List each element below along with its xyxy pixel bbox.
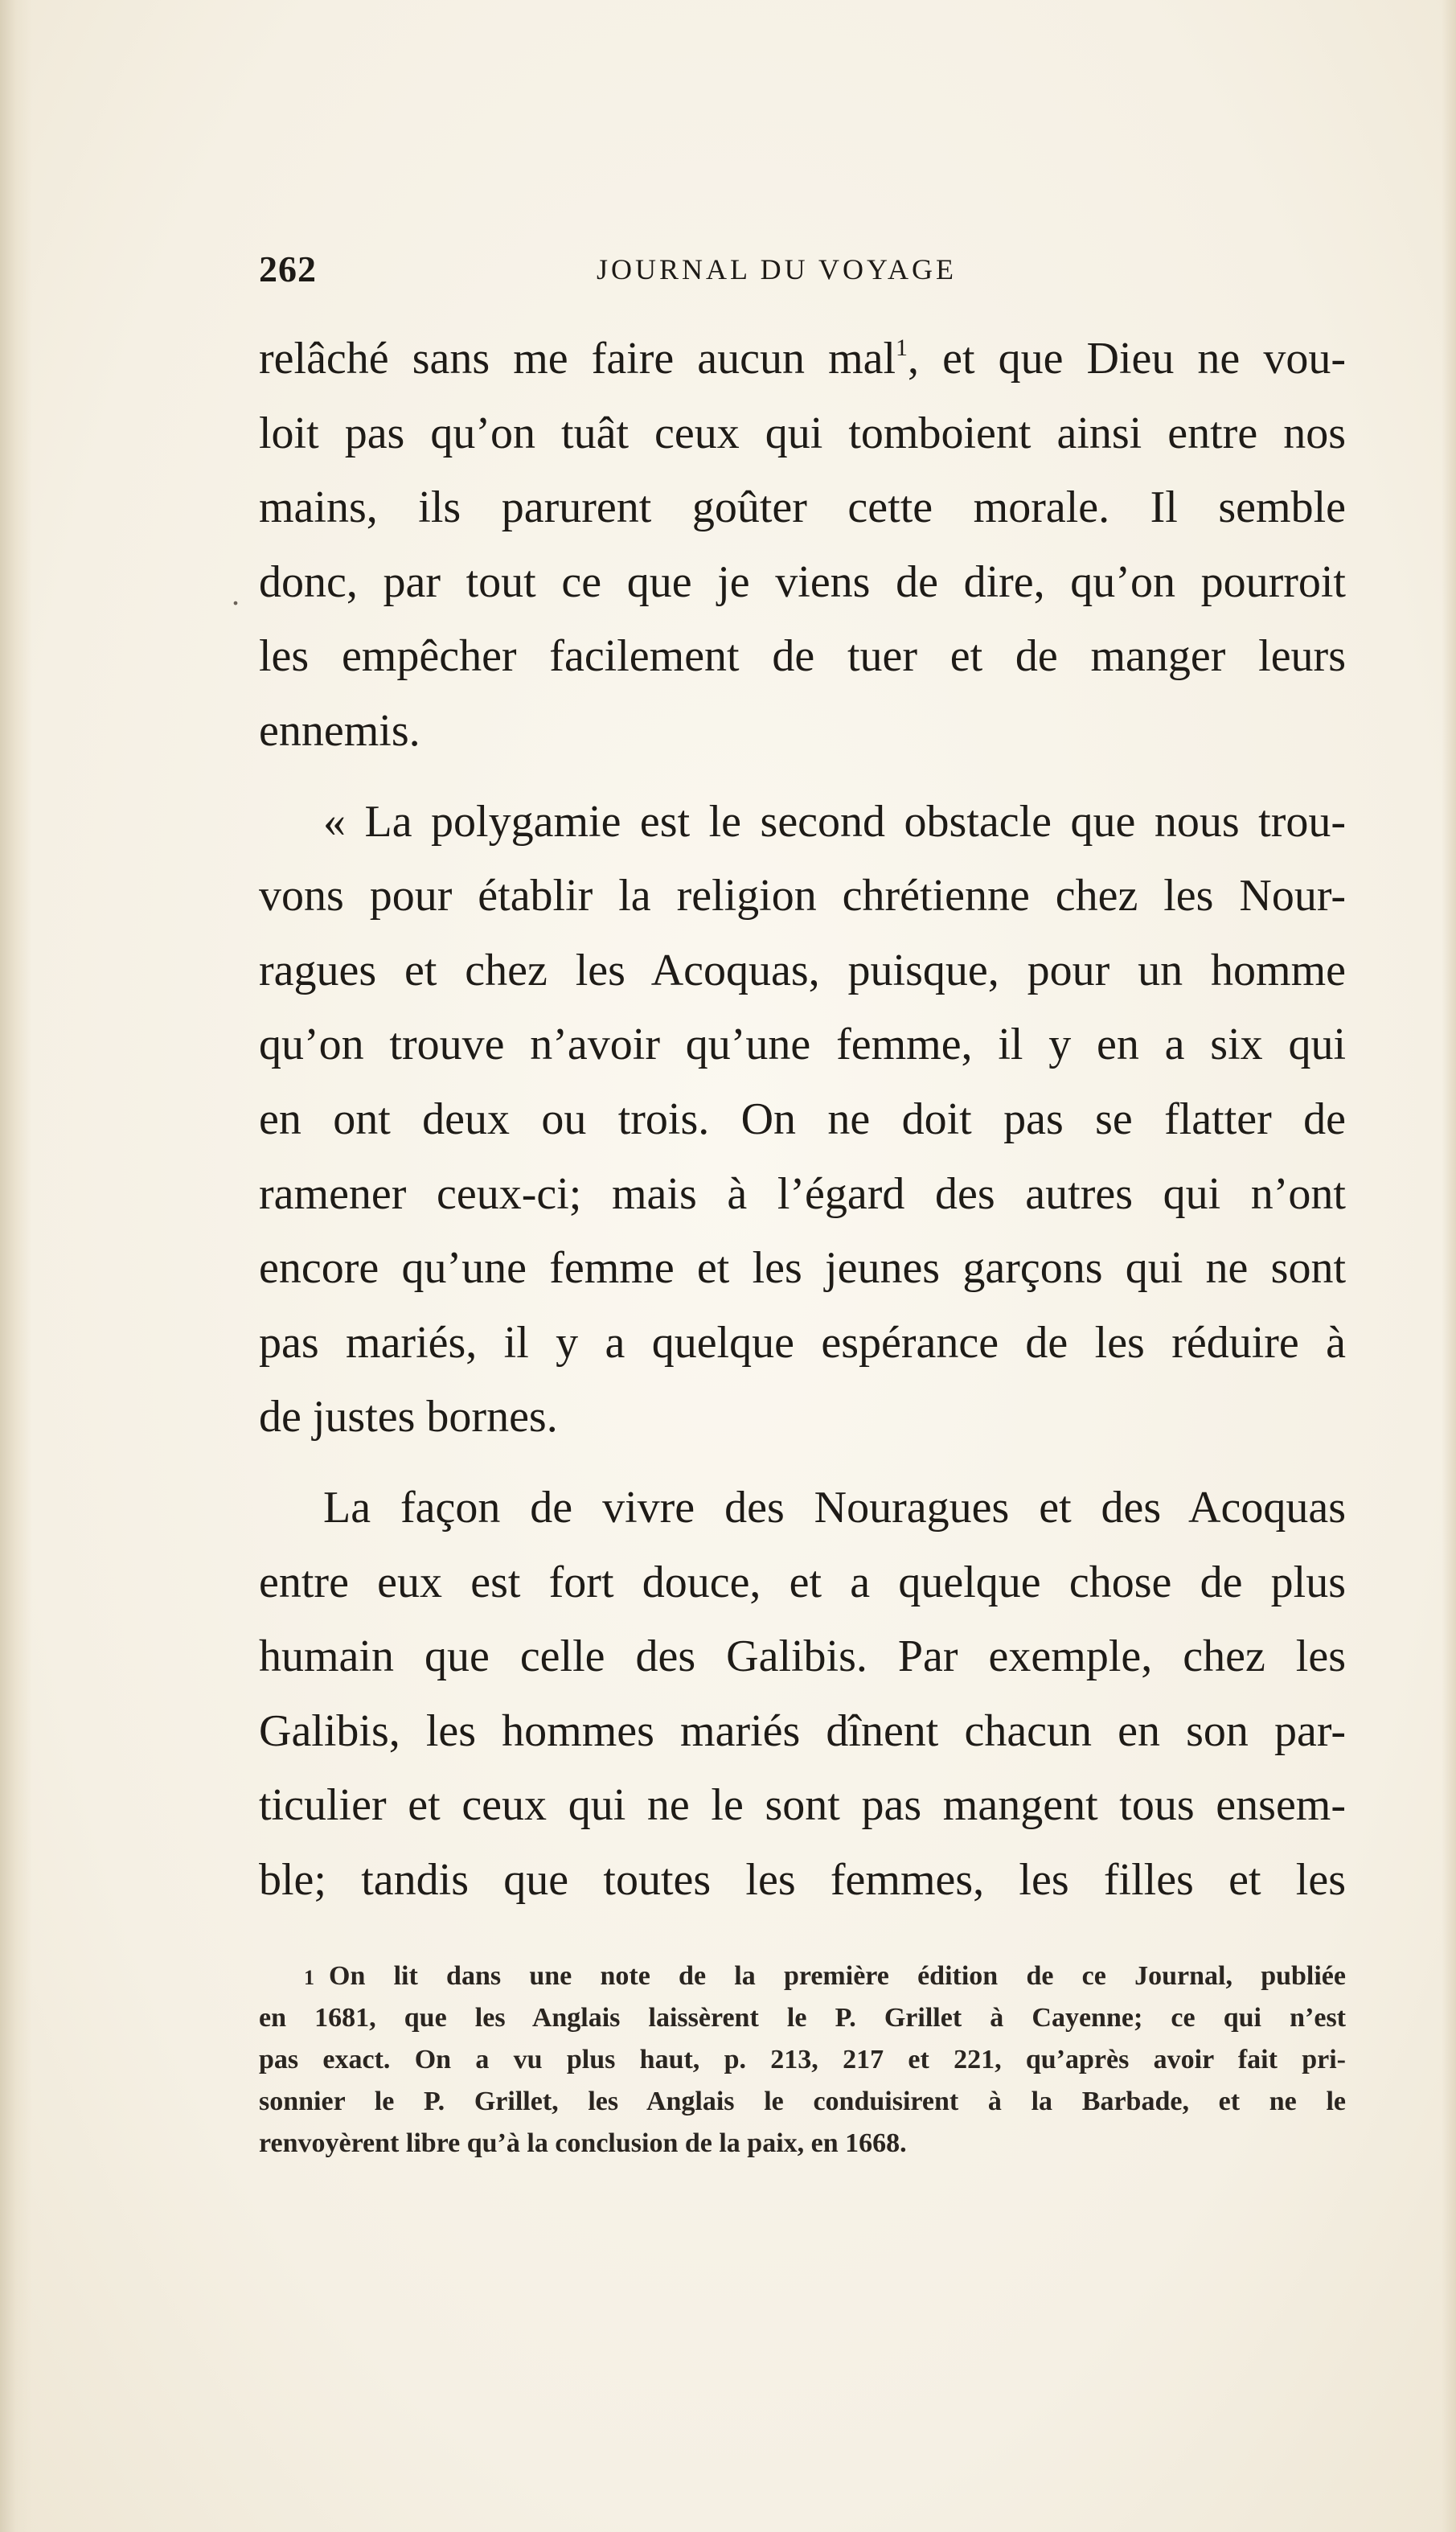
text-line: de justes bornes. (259, 1392, 558, 1442)
text-line: pas mariés, il y a quelque espérance de les réduire à (259, 1317, 1346, 1368)
text-line: ble; tandis que toutes les femmes, les filles et les (259, 1854, 1346, 1905)
text-line: encore qu’une femme et les jeunes garçons qui ne sont (259, 1243, 1346, 1294)
running-title: JOURNAL DU VOYAGE (597, 253, 958, 285)
text-line: ramener ceux-ci; mais à l’égard des autres qui n’ont (259, 1168, 1346, 1219)
footnote-line: en 1681, que les Anglais laissèrent le P. Grillet à Cayenne; ce qui n’est (259, 2003, 1346, 2033)
page-edge-shadow (1442, 0, 1456, 2532)
text-line: Galibis, les hommes mariés dînent chacun en son par- (259, 1705, 1346, 1756)
page-number: 262 (259, 248, 317, 289)
page-header (259, 241, 1346, 298)
text-line: La façon de vivre des Nouragues et des Acoquas (323, 1482, 1346, 1533)
text-line: entre eux est fort douce, et a quelque chose de plus (259, 1557, 1346, 1607)
text-line: loit pas qu’on tuât ceux qui tomboient ainsi entre nos (259, 408, 1346, 458)
footnote-reference[interactable]: 1 (896, 334, 908, 361)
text-line: qu’on trouve n’avoir qu’une femme, il y en a six qui (259, 1020, 1346, 1070)
body-text (259, 322, 1346, 1917)
text-line: vons pour établir la religion chrétienne chez les Nour- (259, 871, 1346, 921)
footnote-mark: 1 (304, 1966, 314, 1989)
stray-ink-mark: . (232, 576, 240, 612)
footnote-line: pas exact. On a vu plus haut, p. 213, 217 et 221, qu’après avoir fait pri- (259, 2045, 1346, 2074)
text-line: en ont deux ou trois. On ne doit pas se flatter de (259, 1094, 1346, 1144)
text-line: ennemis. (259, 705, 420, 756)
page-gutter-shadow (0, 0, 32, 2532)
text-line: donc, par tout ce que je viens de dire, qu’on pourroit (259, 556, 1346, 607)
text-line: les empêcher facilement de tuer et de manger leurs (259, 631, 1346, 682)
text-line: « La polygamie est le second obstacle que nous trou- (323, 796, 1346, 847)
footnote-block (259, 1955, 1346, 2165)
text-line: humain que celle des Galibis. Par exemple, chez les (259, 1631, 1346, 1682)
footnote-line: renvoyèrent libre qu’à la conclusion de la paix, en 1668. (259, 2128, 907, 2158)
footnote-line: sonnier le P. Grillet, les Anglais le conduisirent à la Barbade, et ne le (259, 2087, 1346, 2116)
text-line: ragues et chez les Acoquas, puisque, pour un homme (259, 945, 1346, 995)
text-line: mains, ils parurent goûter cette morale. Il semble (259, 482, 1346, 533)
text-line: ticulier et ceux qui ne le sont pas mangent tous ensem- (259, 1780, 1346, 1831)
footnote-line: 1 On lit dans une note de la première édition de ce Journal, publiée (304, 1961, 1346, 1991)
text-line: relâché sans me faire aucun mal$^1$, et que Dieu ne vou- (259, 334, 1346, 384)
